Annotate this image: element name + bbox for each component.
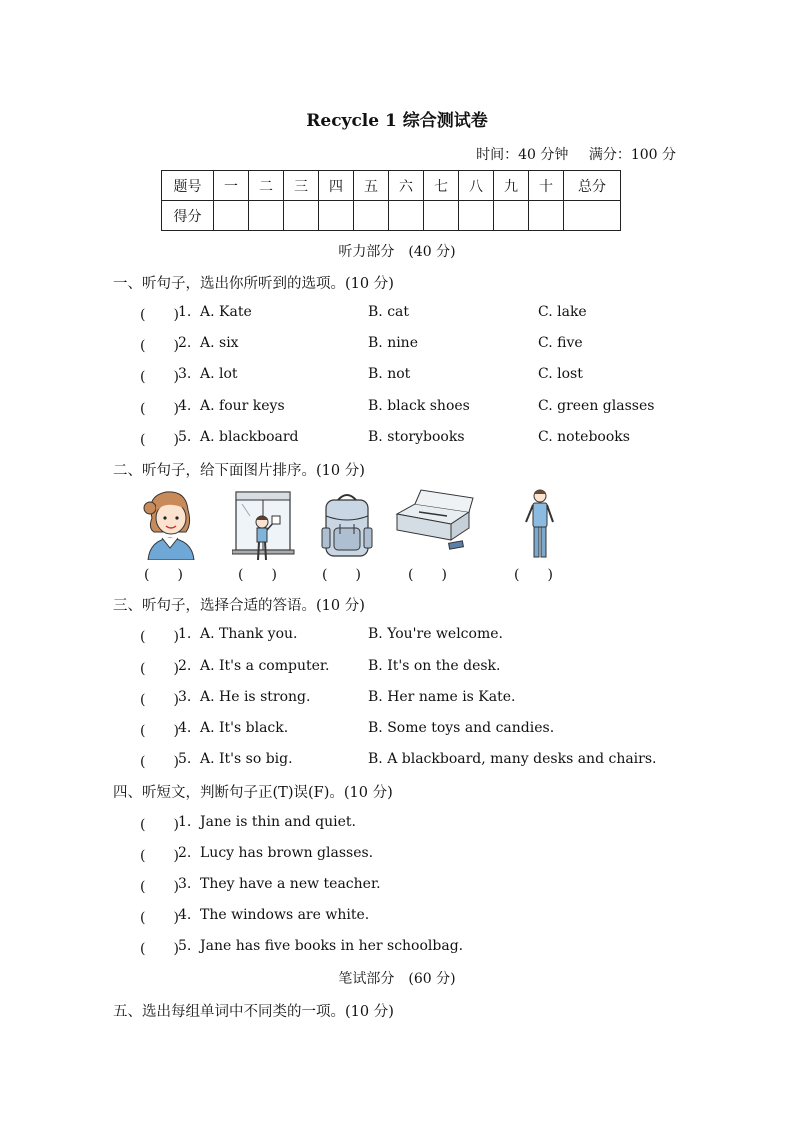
score-header-cell: 九 [494, 171, 529, 201]
option-b: B. storybooks [368, 429, 465, 445]
score-header-cell: 四 [319, 171, 354, 201]
option-b: B. A blackboard, many desks and chairs. [368, 751, 657, 767]
score-header-cell: 一 [214, 171, 249, 201]
question-number: 5. [178, 751, 192, 767]
question-number: 5. [178, 429, 192, 445]
score-input-cell[interactable] [249, 201, 284, 231]
score-input-cell[interactable] [354, 201, 389, 231]
answer-blank[interactable]: ( ) [140, 369, 179, 385]
statement-text: Jane is thin and quiet. [200, 814, 357, 830]
section-3-heading: 三、听句子，选择合适的答语。(10 分) [113, 598, 365, 614]
score-header-cell: 十 [529, 171, 564, 201]
score-input-cell[interactable] [529, 201, 564, 231]
score-table-header-row [162, 171, 621, 201]
question-number: 1. [178, 626, 192, 642]
option-b: B. It's on the desk. [368, 658, 501, 674]
question-number: 2. [178, 335, 192, 351]
answer-blank[interactable]: ( ) [140, 629, 179, 645]
answer-blank[interactable]: ( ) [140, 754, 179, 770]
question-number: 5. [178, 938, 192, 954]
section-4-heading: 四、听短文，判断句子正(T)误(F)。(10 分) [113, 785, 393, 801]
score-header-cell: 二 [249, 171, 284, 201]
picture-order-blank[interactable]: ( ) [144, 567, 183, 583]
option-b: B. Some toys and candies. [368, 720, 555, 736]
girl-picture [140, 488, 200, 560]
section-2-heading: 二、听句子，给下面图片排序。(10 分) [113, 463, 365, 479]
option-a: A. It's so big. [200, 751, 293, 767]
option-a: A. four keys [200, 398, 285, 414]
option-a: A. lot [200, 366, 238, 382]
score-header-cell: 三 [284, 171, 319, 201]
statement-text: The windows are white. [200, 907, 370, 923]
score-header-cell: 六 [389, 171, 424, 201]
question-number: 3. [178, 366, 192, 382]
picture-order-blank[interactable]: ( ) [514, 567, 553, 583]
answer-blank[interactable]: ( ) [140, 401, 179, 417]
score-row-label: 得分 [162, 201, 214, 231]
option-b: B. not [368, 366, 411, 382]
option-a: A. Thank you. [200, 626, 298, 642]
answer-blank[interactable]: ( ) [140, 661, 179, 677]
score-header-cell: 五 [354, 171, 389, 201]
answer-blank[interactable]: ( ) [140, 848, 179, 864]
score-header-cell: 题号 [162, 171, 214, 201]
statement-text: Lucy has brown glasses. [200, 845, 374, 861]
answer-blank[interactable]: ( ) [140, 338, 179, 354]
window-cleaning-picture [232, 488, 296, 562]
picture-order-blank[interactable]: ( ) [238, 567, 277, 583]
score-input-cell[interactable] [459, 201, 494, 231]
listening-part-label: 听力部分 (40 分) [338, 244, 456, 260]
score-input-cell[interactable] [494, 201, 529, 231]
answer-blank[interactable]: ( ) [140, 910, 179, 926]
time-info [460, 144, 676, 164]
option-a: A. Kate [200, 304, 252, 320]
question-number: 2. [178, 845, 192, 861]
question-number: 4. [178, 907, 192, 923]
answer-blank[interactable]: ( ) [140, 723, 179, 739]
option-b: B. black shoes [368, 398, 470, 414]
question-number: 1. [178, 304, 192, 320]
answer-blank[interactable]: ( ) [140, 817, 179, 833]
option-a: A. six [200, 335, 239, 351]
answer-blank[interactable]: ( ) [140, 879, 179, 895]
score-table-score-row [162, 201, 621, 231]
picture-order-blank[interactable]: ( ) [322, 567, 361, 583]
option-c: C. green glasses [538, 398, 655, 414]
option-c: C. notebooks [538, 429, 630, 445]
score-input-cell[interactable] [389, 201, 424, 231]
option-b: B. You're welcome. [368, 626, 503, 642]
score-input-cell[interactable] [214, 201, 249, 231]
option-a: A. blackboard [200, 429, 299, 445]
score-input-cell[interactable] [284, 201, 319, 231]
answer-blank[interactable]: ( ) [140, 432, 179, 448]
option-c: C. lake [538, 304, 587, 320]
score-header-cell: 总分 [564, 171, 621, 201]
option-a: A. He is strong. [200, 689, 311, 705]
answer-blank[interactable]: ( ) [140, 692, 179, 708]
statement-text: Jane has five books in her schoolbag. [200, 938, 464, 954]
option-c: C. lost [538, 366, 583, 382]
full-score: 满分：100 分 [588, 147, 676, 163]
score-table [161, 170, 621, 231]
score-header-cell: 七 [424, 171, 459, 201]
question-number: 3. [178, 876, 192, 892]
boy-standing-picture [520, 488, 560, 562]
option-a: A. It's a computer. [200, 658, 330, 674]
writing-part-label: 笔试部分 (60 分) [338, 971, 456, 987]
section-5-heading: 五、选出每组单词中不同类的一项。(10 分) [113, 1004, 394, 1020]
schoolbag-picture [320, 488, 374, 560]
option-c: C. five [538, 335, 583, 351]
question-number: 3. [178, 689, 192, 705]
question-number: 2. [178, 658, 192, 674]
option-b: B. cat [368, 304, 410, 320]
statement-text: They have a new teacher. [200, 876, 381, 892]
option-b: B. nine [368, 335, 418, 351]
question-number: 4. [178, 720, 192, 736]
answer-blank[interactable]: ( ) [140, 307, 179, 323]
page-title: Recycle 1 综合测试卷 [306, 111, 488, 131]
answer-blank[interactable]: ( ) [140, 941, 179, 957]
section-1-heading: 一、听句子，选出你所听到的选项。(10 分) [113, 276, 394, 292]
time-limit: 时间：40 分钟 [476, 147, 569, 163]
score-input-cell[interactable] [564, 201, 621, 231]
score-header-cell: 八 [459, 171, 494, 201]
option-a: A. It's black. [200, 720, 289, 736]
question-number: 1. [178, 814, 192, 830]
picture-order-blank[interactable]: ( ) [408, 567, 447, 583]
option-b: B. Her name is Kate. [368, 689, 516, 705]
question-number: 4. [178, 398, 192, 414]
score-input-cell[interactable] [319, 201, 354, 231]
score-input-cell[interactable] [424, 201, 459, 231]
pencil-box-picture [393, 488, 475, 558]
